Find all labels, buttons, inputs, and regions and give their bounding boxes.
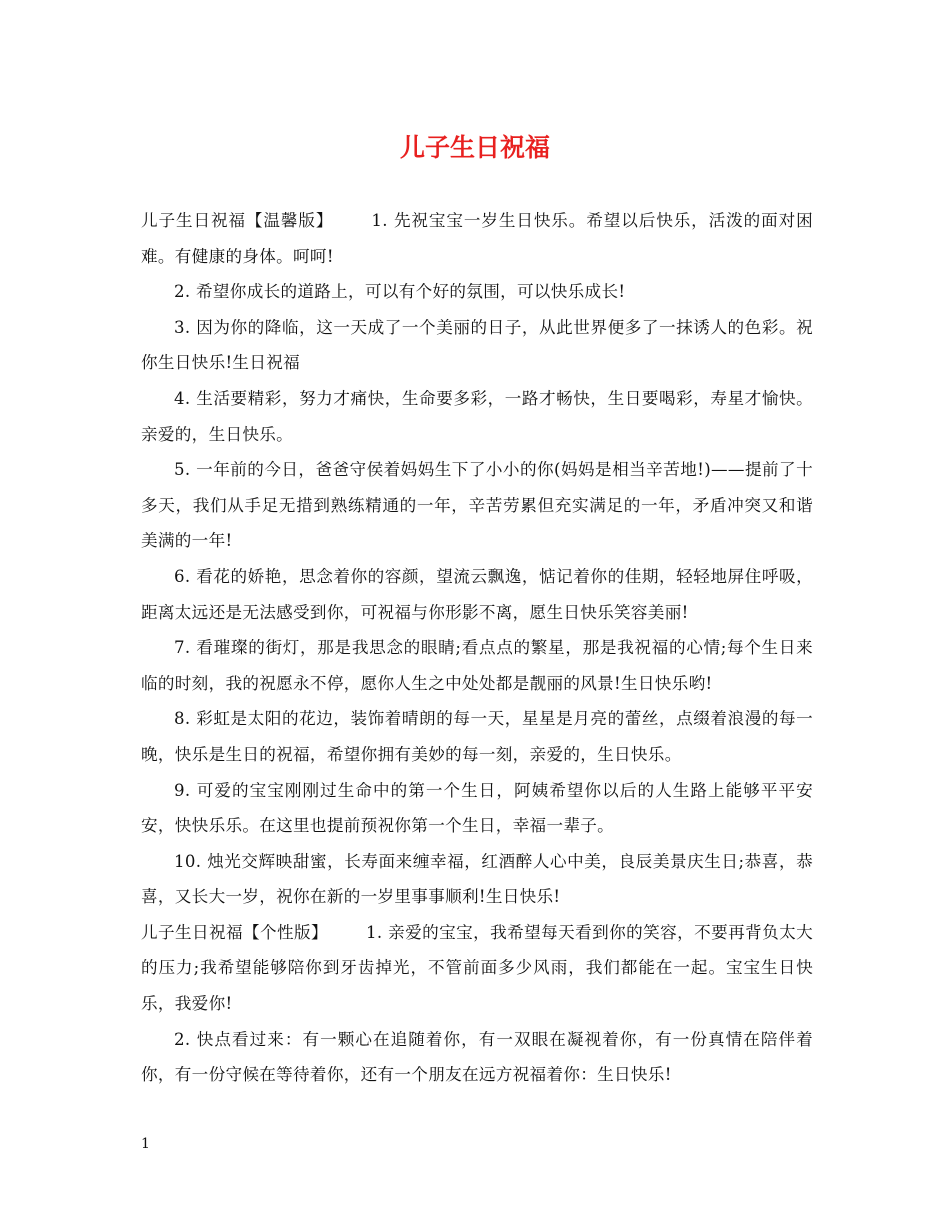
- paragraph-text: 1. 亲爱的宝宝，我希望每天看到你的笑容，不要再背负太大的压力;我希望能够陪你到牙齿掉光，不管前面多少风雨，我们都能在一起。宝宝生日快乐，我爱你!: [141, 922, 813, 1014]
- paragraph-5: 5. 一年前的今日，爸爸守侯着妈妈生下了小小的你(妈妈是相当辛苦地!)——提前了十多天，我们从手足无措到熟练精通的一年，辛苦劳累但充实满足的一年，矛盾冲突又和谐美满的一年!: [141, 460, 813, 551]
- document-title: 儿子生日祝福: [399, 133, 550, 162]
- paragraph-11: [141, 915, 813, 1022]
- paragraph-7: 7. 看璀璨的街灯，那是我思念的眼睛;看点点的繁星，那是我祝福的心情;每个生日来临的时刻，我的祝愿永不停，愿你人生之中处处都是靓丽的风景!生日快乐哟!: [141, 638, 813, 693]
- section-label-warm: 儿子生日祝福【温馨版】: [141, 211, 334, 230]
- paragraph-10: 10. 烛光交辉映甜蜜，长寿面来缠幸福，红酒醉人心中美，良辰美景庆生日;恭喜，恭喜，又长大一岁，祝你在新的一岁里事事顺利!生日快乐!: [141, 851, 813, 907]
- paragraph-9: 9. 可爱的宝宝刚刚过生命中的第一个生日，阿姨希望你以后的人生路上能够平平安安，快快乐乐。在这里也提前预祝你第一个生日，幸福一辈子。: [141, 780, 813, 836]
- paragraph-6: 6. 看花的娇艳，思念着你的容颜，望流云飘逸，惦记着你的佳期，轻轻地屏住呼吸，距离太远还是无法感受到你，可祝福与你形影不离，愿生日快乐笑容美丽!: [141, 566, 813, 622]
- paragraph-2: 2. 希望你成长的道路上，可以有个好的氛围，可以快乐成长!: [174, 282, 626, 302]
- paragraph-3: 3. 因为你的降临，这一天成了一个美丽的日子，从此世界便多了一抹诱人的色彩。祝你生日快乐!生日祝福: [141, 317, 813, 373]
- paragraph-4: 4. 生活要精彩，努力才痛快，生命要多彩，一路才畅快，生日要喝彩，寿星才愉快。亲爱的，生日快乐。: [141, 388, 813, 444]
- paragraph-12: 2. 快点看过来：有一颗心在追随着你，有一双眼在凝视着你，有一份真情在陪伴着你，有一份守候在等待着你，还有一个朋友在远方祝福着你：生日快乐!: [141, 1029, 813, 1085]
- document-body: [141, 203, 813, 1093]
- page-number: 1: [141, 1136, 150, 1152]
- section-label-personality: 儿子生日祝福【个性版】: [141, 922, 328, 942]
- paragraph-text: 1. 先祝宝宝一岁生日快乐。希望以后快乐，活泼的面对困难。有健康的身体。呵呵!: [141, 211, 813, 266]
- paragraph-1: [141, 203, 813, 274]
- paragraph-8: 8. 彩虹是太阳的花边，装饰着晴朗的每一天，星星是月亮的蕾丝，点缀着浪漫的每一晚，快乐是生日的祝福，希望你拥有美妙的每一刻，亲爱的，生日快乐。: [141, 709, 813, 764]
